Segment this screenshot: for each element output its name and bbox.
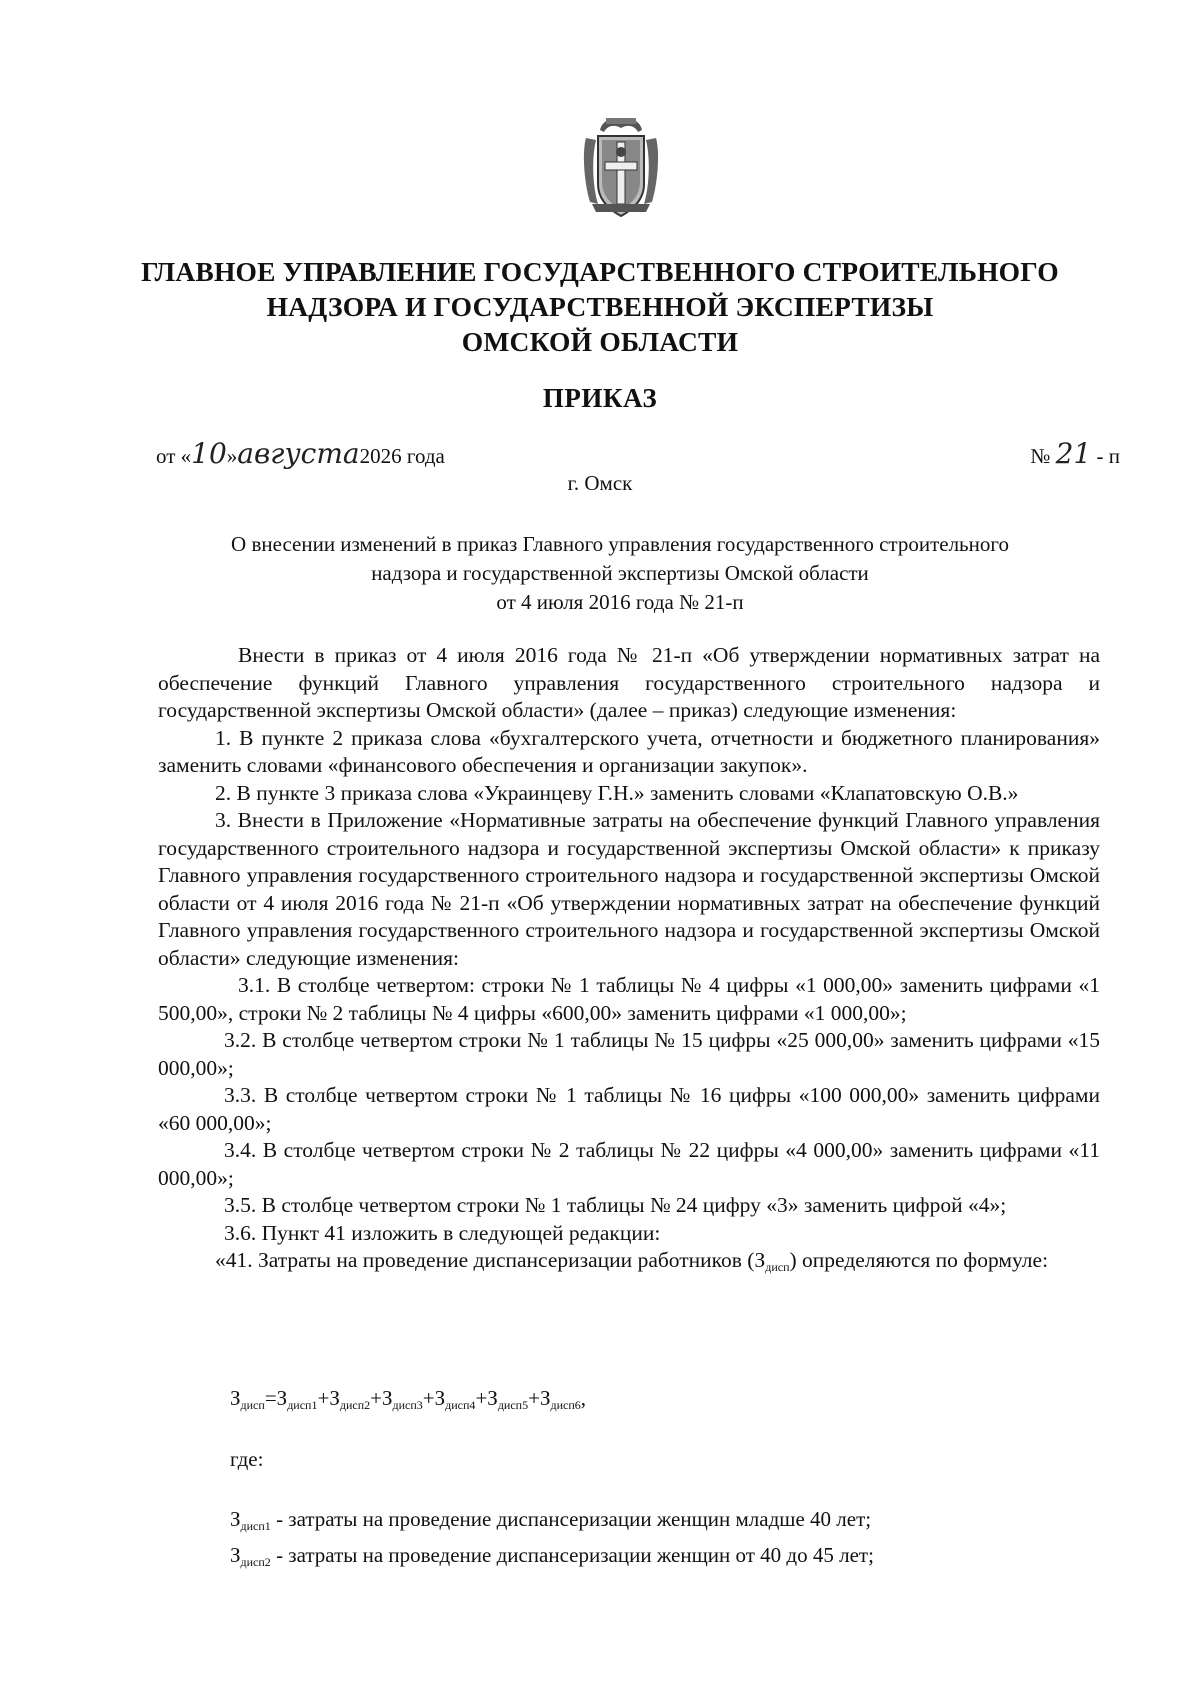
formula-z: З xyxy=(381,1386,393,1410)
formula-z: З xyxy=(434,1386,446,1410)
date-mid: » xyxy=(226,444,238,468)
cost-formula xyxy=(230,1386,586,1413)
formula-plus: + xyxy=(475,1386,488,1410)
formula-z: З xyxy=(487,1386,498,1410)
formula-z: З xyxy=(276,1386,288,1410)
paragraph-3-1: 3.1. В столбце четвертом: строки № 1 таблицы № 4 цифры «1 000,00» заменить цифрами «1 500,00», строки № 2 таблицы № 4 цифры «600,00» заменить цифрами «1 000,00»; xyxy=(158,973,1100,1025)
definition-item xyxy=(230,1505,874,1541)
paragraph-41 xyxy=(158,1247,1100,1282)
formula-plus: + xyxy=(422,1386,435,1410)
paragraph-41-subscript: дисп xyxy=(765,1260,790,1274)
def-subscript: дисп2 xyxy=(240,1555,271,1569)
organization-name xyxy=(100,254,1100,359)
definition-item xyxy=(230,1541,874,1577)
subject-line-2: надзора и государственной экспертизы Омской области xyxy=(371,561,869,585)
formula-sub: дисп2 xyxy=(339,1398,371,1412)
formula-z: З xyxy=(539,1386,551,1410)
order-date xyxy=(156,437,445,470)
paragraph-3-6: 3.6. Пункт 41 изложить в следующей редакции: xyxy=(224,1220,661,1245)
formula-z: З xyxy=(230,1386,241,1410)
date-prefix: от « xyxy=(156,444,192,468)
formula-sub: дисп4 xyxy=(445,1398,476,1412)
formula-plus: + xyxy=(317,1386,330,1410)
def-z: З xyxy=(230,1507,241,1531)
def-text: - затраты на проведение диспансеризации женщин от 40 до 45 лет; xyxy=(270,1543,874,1567)
def-text: - затраты на проведение диспансеризации женщин младше 40 лет; xyxy=(270,1507,872,1531)
document-type: ПРИКАЗ xyxy=(542,383,658,413)
order-number xyxy=(1030,437,1120,470)
paragraph-41-start: «41. Затраты на проведение диспансеризации работников (З xyxy=(215,1248,766,1272)
paragraph-3-2: 3.2. В столбце четвертом строки № 1 таблицы № 15 цифры «25 000,00» заменить цифрами «15 000,00»; xyxy=(158,1028,1100,1080)
paragraph-1: 1. В пункте 2 приказа слова «бухгалтерского учета, отчетности и бюджетного планирования» заменить словами «финансового обеспечения и организации закупок». xyxy=(158,725,1100,777)
formula-definitions xyxy=(230,1505,874,1577)
paragraph-2: 2. В пункте 3 приказа слова «Украинцеву Г.Н.» заменить словами «Клапатовскую О.В.» xyxy=(215,780,1019,805)
org-name-line-1: ГЛАВНОЕ УПРАВЛЕНИЕ ГОСУДАРСТВЕННОГО СТРОИТЕЛЬНОГО xyxy=(141,256,1059,287)
formula-sub: дисп3 xyxy=(392,1398,423,1412)
where-label: где: xyxy=(230,1447,264,1471)
subject-line-1: О внесении изменений в приказ Главного управления государственного строительного xyxy=(231,532,1009,556)
paragraph-41-end: ) определяются по формуле: xyxy=(789,1248,1049,1272)
formula-eq: = xyxy=(264,1386,277,1410)
subject-line-3: от 4 июля 2016 года № 21-п xyxy=(496,590,744,614)
number-value: 21 xyxy=(1055,437,1092,470)
order-body xyxy=(158,642,1100,1282)
formula-sub: дисп6 xyxy=(550,1398,581,1412)
formula-z: З xyxy=(329,1386,340,1410)
def-z: З xyxy=(230,1543,241,1567)
paragraph-intro: Внести в приказ от 4 июля 2016 года № 21-п «Об утверждении нормативных затрат на обеспечение функций Главного управления государственного строительного надзора и государственной экспертизы Омской области» (далее – приказ) следующие изменения: xyxy=(158,643,1100,722)
formula-sub: дисп xyxy=(240,1398,265,1412)
formula-sub: дисп1 xyxy=(287,1398,318,1412)
number-suffix: - п xyxy=(1096,444,1120,468)
order-subject xyxy=(140,530,1100,617)
org-name-line-3: ОМСКОЙ ОБЛАСТИ xyxy=(461,326,739,357)
coat-of-arms-emblem xyxy=(578,112,664,220)
formula-sub: дисп5 xyxy=(497,1398,529,1412)
date-year: 2026 года xyxy=(359,444,445,468)
date-day: 10 xyxy=(191,437,227,470)
formula-plus: + xyxy=(528,1386,540,1410)
city: г. Омск xyxy=(567,471,633,495)
paragraph-3-5: 3.5. В столбце четвертом строки № 1 таблицы № 24 цифру «3» заменить цифрой «4»; xyxy=(224,1193,1007,1217)
paragraph-3: 3. Внести в Приложение «Нормативные затраты на обеспечение функций Главного управления государственного строительного надзора и государственной экспертизы Омской области» к приказу Главного управления государственного строительного надзора и государственной экспертизы Омской области от 4 июля 2016 года № 21-п «Об утверждении нормативных затрат на обеспечение функций Главного управления государственного строительного надзора и государственной экспертизы Омской области» следующие изменения: xyxy=(158,808,1100,970)
number-prefix: № xyxy=(1030,444,1051,468)
formula-plus: + xyxy=(370,1386,382,1410)
paragraph-3-4: 3.4. В столбце четвертом строки № 2 таблицы № 22 цифры «4 000,00» заменить цифрами «11 000,00»; xyxy=(158,1138,1100,1190)
paragraph-3-3: 3.3. В столбце четвертом строки № 1 таблицы № 16 цифры «100 000,00» заменить цифрами «60 000,00»; xyxy=(158,1083,1100,1135)
formula-end: , xyxy=(580,1386,586,1410)
date-month: августа xyxy=(237,437,360,470)
org-name-line-2: НАДЗОРА И ГОСУДАРСТВЕННОЙ ЭКСПЕРТИЗЫ xyxy=(266,291,934,322)
def-subscript: дисп1 xyxy=(240,1519,271,1533)
